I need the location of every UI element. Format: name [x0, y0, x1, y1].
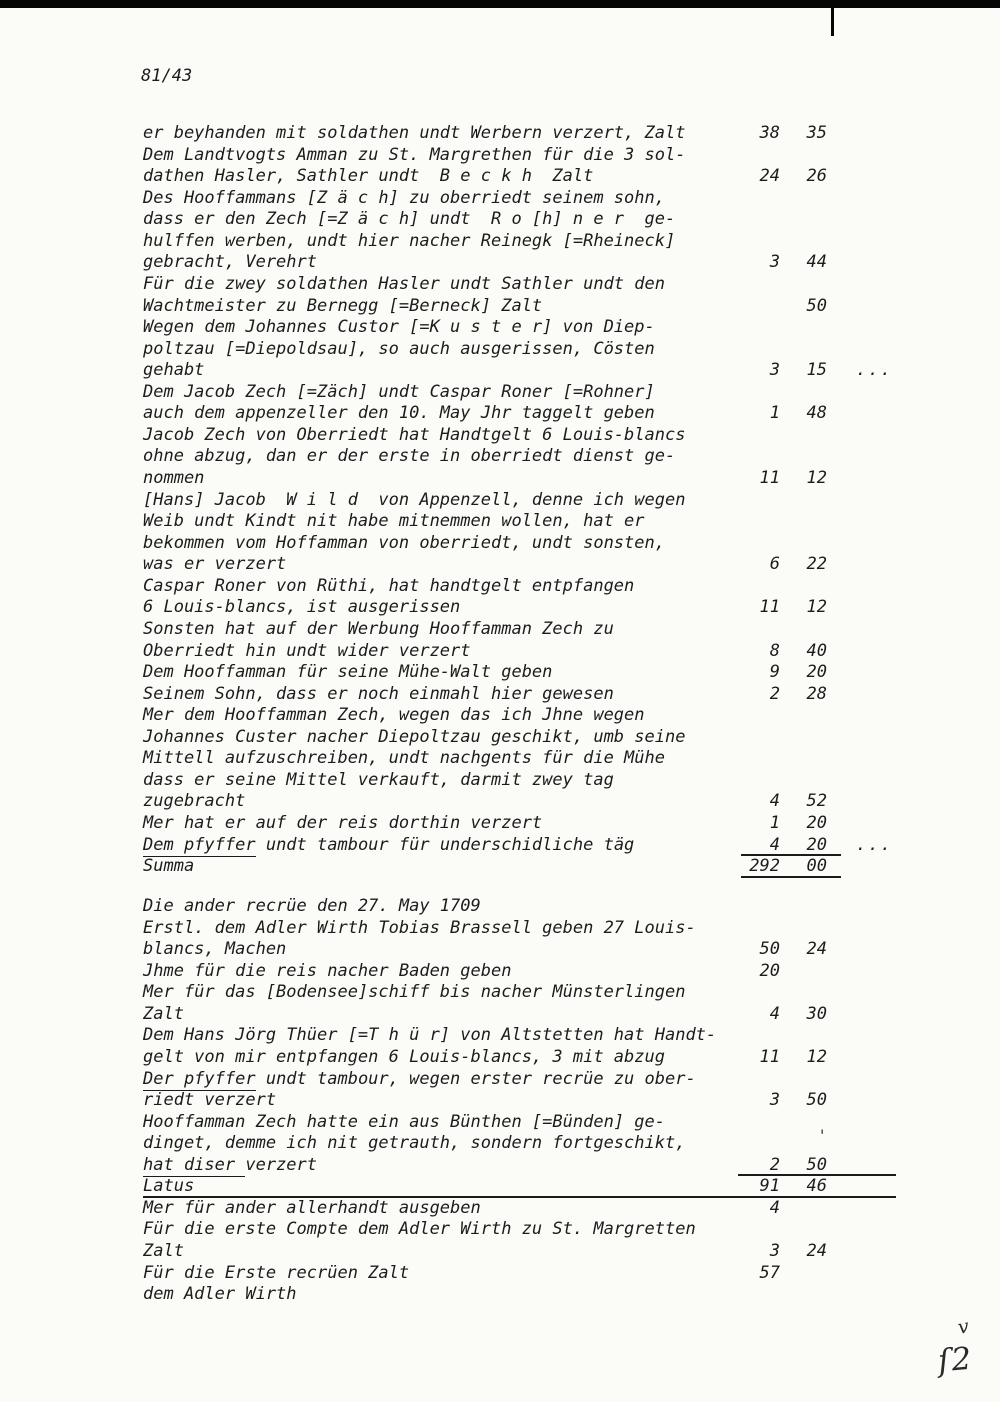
folio-number: 81/43: [141, 66, 193, 86]
amount-kreuzer: 12: [806, 468, 827, 488]
ledger-block-second-recruits: [0, 896, 1000, 1306]
ledger-row: [0, 1284, 1000, 1306]
entry-text: Mer für ander allerhandt ausgeben: [143, 1197, 481, 1218]
ledger-row: [0, 533, 1000, 555]
amount-kreuzer: 35: [806, 123, 827, 143]
amount-kreuzer: 50: [806, 1090, 827, 1111]
amount-gulden: 1: [769, 813, 780, 833]
entry-text: Für die erste Compte dem Adler Wirth zu St. Margretten: [143, 1219, 696, 1240]
entry-text: hulffen werben, undt hier nacher Reinegk [=Rheineck]: [143, 230, 676, 251]
entry-text: Jhme für die reis nacher Baden geben: [143, 960, 512, 981]
entry-text: Dem Landtvogts Amman zu St. Margrethen für die 3 sol-: [143, 144, 686, 165]
entry-text: gelt von mir entpfangen 6 Louis-blancs, 3 mit abzug: [143, 1046, 665, 1067]
entry-text: Dem Hooffamman für seine Mühe-Walt geben: [143, 662, 553, 683]
entry-text: Wegen dem Johannes Custor [=K u s t e r] von Diep-: [143, 317, 655, 338]
amount-gulden: 3: [769, 360, 780, 381]
ledger-row: [0, 490, 1000, 512]
entry-text: Zalt: [143, 1241, 184, 1261]
amount-gulden: 8: [769, 640, 780, 661]
ledger-row: [0, 1219, 1000, 1241]
ledger-row: [0, 1133, 1000, 1155]
amount-gulden: 4: [769, 1197, 780, 1218]
entry-text: [Hans] Jacob W i l d von Appenzell, denne ich wegen: [143, 489, 686, 510]
ledger-row: [0, 382, 1000, 404]
entry-text: Latus: [143, 1176, 195, 1197]
entry-text: Oberriedt hin undt wider verzert: [143, 640, 471, 661]
amount-gulden: 4: [769, 791, 780, 812]
entry-text: dass er seine Mittel verkauft, darmit zwey tag: [143, 769, 614, 790]
amount-gulden: 4: [769, 1003, 780, 1024]
entry-text: auch dem appenzeller den 10. May Jhr taggelt geben: [143, 403, 655, 424]
ledger-row: [0, 939, 1000, 961]
ledger-row: [0, 918, 1000, 940]
entry-text: ohne abzug, dan er der erste in oberriedt dienst ge-: [143, 446, 676, 467]
ledger-row: [0, 1176, 1000, 1198]
ledger-block-first-account: [0, 123, 1000, 878]
amount-gulden: 50: [759, 939, 780, 960]
ledger-row: [0, 425, 1000, 447]
entry-text: blancs, Machen: [143, 939, 287, 960]
amount-gulden: 11: [759, 468, 780, 488]
entry-text: Für die Erste recrüen Zalt: [143, 1262, 410, 1283]
amount-kreuzer: 24: [806, 1241, 827, 1261]
ledger-row: [0, 1025, 1000, 1047]
ledger-row: [0, 1112, 1000, 1134]
ledger-row: [0, 1004, 1000, 1026]
ledger-row: [0, 1263, 1000, 1285]
amount-kreuzer: 22: [806, 554, 827, 575]
entry-text: Hooffamman Zech hatte ein aus Bünthen [=Bünden] ge-: [143, 1111, 665, 1132]
ledger-row: [0, 231, 1000, 253]
entry-text: Des Hooffammans [Z ä c h] zu oberriedt seinem sohn,: [143, 187, 665, 208]
ledger-row: [0, 748, 1000, 770]
ledger-row: [0, 791, 1000, 813]
scan-edge-tick: [831, 0, 834, 36]
entry-text: Johannes Custer nacher Diepoltzau geschikt, umb seine: [143, 726, 686, 747]
ledger-row: [0, 554, 1000, 576]
entry-text: Erstl. dem Adler Wirth Tobias Brassell geben 27 Louis-: [143, 917, 696, 938]
underlined-text: Dem pfyffer: [143, 834, 256, 855]
ledger-row: [0, 597, 1000, 619]
handwritten-checkmark: v: [956, 1315, 971, 1339]
ledger-row: [0, 727, 1000, 749]
amount-gulden: 4: [769, 834, 780, 855]
amount-kreuzer: 46: [806, 1176, 827, 1197]
ledger-row: [0, 770, 1000, 792]
amount-gulden: 292: [749, 856, 780, 877]
amount-gulden: 9: [769, 662, 780, 683]
entry-text: zugebracht: [143, 791, 246, 812]
amount-kreuzer: 20: [806, 813, 827, 833]
ledger-row: [0, 662, 1000, 684]
ledger-row: [0, 468, 1000, 490]
entry-text: Seinem Sohn, dass er noch einmahl hier gewesen: [143, 683, 614, 704]
entry-text: hat diser verzert: [143, 1154, 318, 1175]
amount-kreuzer: 20: [806, 834, 827, 855]
amount-gulden: 2: [769, 683, 780, 704]
ledger-row: [0, 1155, 1000, 1177]
entry-text: Sonsten hat auf der Werbung Hooffamman Zech zu: [143, 618, 614, 639]
entry-text: 6 Louis-blancs, ist ausgerissen: [143, 597, 461, 618]
underlined-text: Der pfyffer: [143, 1068, 256, 1089]
amount-kreuzer: 48: [806, 403, 827, 424]
ledger-row: [0, 360, 1000, 382]
ledger-row: [0, 619, 1000, 641]
ledger-row: [0, 1198, 1000, 1220]
entry-text: bekommen vom Hoffamman von oberriedt, undt sonsten,: [143, 532, 665, 553]
entry-text: dathen Hasler, Sathler undt B e c k h Zalt: [143, 166, 594, 187]
entry-text: dass er den Zech [=Z ä c h] undt R o [h] n e r ge-: [143, 209, 676, 230]
amount-gulden: 24: [759, 166, 780, 187]
ledger-row: [0, 209, 1000, 231]
entry-text: Dem pfyffer undt tambour für underschidliche täg: [143, 834, 635, 855]
entry-text: was er verzert: [143, 554, 287, 575]
amount-gulden: 3: [769, 1241, 780, 1261]
ledger-row: [0, 813, 1000, 835]
handwritten-mark: ſ2: [936, 1340, 975, 1380]
ledger-row: [0, 1090, 1000, 1112]
amount-kreuzer: 15: [806, 360, 827, 381]
entry-text: Mer hat er auf der reis dorthin verzert: [143, 813, 543, 833]
entry-text: gebracht, Verehrt: [143, 252, 317, 273]
entry-text: riedt verzert: [143, 1090, 277, 1111]
amount-gulden: 3: [769, 252, 780, 273]
ledger-row: [0, 896, 1000, 918]
ledger-row: [0, 511, 1000, 533]
ledger-row: [0, 1047, 1000, 1069]
amount-kreuzer: 12: [806, 1046, 827, 1067]
entry-text: Mer für das [Bodensee]schiff bis nacher Münsterlingen: [143, 982, 686, 1003]
marginal-dots: ...: [856, 834, 893, 855]
ledger-row: [0, 705, 1000, 727]
entry-text: Mer dem Hooffamman Zech, wegen das ich Jhne wegen: [143, 705, 645, 726]
entry-text: Weib undt Kindt nit habe mitnemmen wollen, hat er: [143, 511, 645, 532]
entry-text: nommen: [143, 468, 205, 488]
ledger-row: [0, 145, 1000, 167]
amount-kreuzer: 52: [806, 791, 827, 812]
ledger-row: [0, 835, 1000, 857]
stray-pen-tick: ': [820, 1126, 825, 1145]
ledger-row: [0, 317, 1000, 339]
sum-rule: [741, 876, 841, 878]
entry-text: Caspar Roner von Rüthi, hat handtgelt entpfangen: [143, 575, 635, 596]
amount-gulden: 2: [769, 1154, 780, 1175]
amount-kreuzer: 26: [806, 166, 827, 187]
entry-text: Die ander recrüe den 27. May 1709: [143, 896, 481, 916]
amount-gulden: 38: [759, 123, 780, 143]
amount-gulden: 6: [769, 554, 780, 575]
entry-text: gehabt: [143, 360, 205, 381]
ledger-row: [0, 576, 1000, 598]
ledger-row: [0, 252, 1000, 274]
ledger-row: [0, 982, 1000, 1004]
entry-text: Dem Jacob Zech [=Zäch] undt Caspar Roner [=Rohner]: [143, 381, 655, 402]
amount-kreuzer: 24: [806, 939, 827, 960]
amount-kreuzer: 30: [806, 1003, 827, 1024]
entry-text: Der pfyffer undt tambour, wegen erster recrüe zu ober-: [143, 1068, 696, 1089]
ledger-row: [0, 403, 1000, 425]
amount-gulden: 91: [759, 1176, 780, 1197]
ledger-row: [0, 166, 1000, 188]
ledger-row: [0, 274, 1000, 296]
entry-text: Für die zwey soldathen Hasler undt Sathler undt den: [143, 273, 665, 294]
amount-kreuzer: 50: [806, 1154, 827, 1175]
ledger-row: [0, 123, 1000, 145]
entry-text: Wachtmeister zu Bernegg [=Berneck] Zalt: [143, 295, 543, 316]
underlined-text: hat diser: [143, 1154, 246, 1175]
entry-text: dem Adler Wirth: [143, 1284, 297, 1305]
amount-gulden: 20: [759, 960, 780, 981]
entry-text: er beyhanden mit soldathen undt Werbern verzert, Zalt: [143, 123, 686, 143]
entry-text: dinget, demme ich nit getrauth, sondern fortgeschikt,: [143, 1133, 686, 1154]
amount-kreuzer: 12: [806, 597, 827, 618]
entry-text: poltzau [=Diepoldsau], so auch ausgerissen, Cösten: [143, 338, 655, 359]
amount-gulden: 1: [769, 403, 780, 424]
ledger-row: [0, 856, 1000, 878]
ledger-row: [0, 961, 1000, 983]
ledger-row: [0, 446, 1000, 468]
entry-text: Mittell aufzuschreiben, undt nachgents für die Mühe: [143, 748, 665, 769]
amount-kreuzer: 50: [806, 295, 827, 316]
amount-gulden: 11: [759, 597, 780, 618]
entry-text: Jacob Zech von Oberriedt hat Handtgelt 6 Louis-blancs: [143, 424, 686, 445]
entry-text: Dem Hans Jörg Thüer [=T h ü r] von Altstetten hat Handt-: [143, 1025, 717, 1046]
amount-kreuzer: 20: [806, 662, 827, 683]
amount-kreuzer: 44: [806, 252, 827, 273]
ledger-row: [0, 339, 1000, 361]
ledger-row: [0, 684, 1000, 706]
amount-gulden: 57: [759, 1262, 780, 1283]
entry-text: Zalt: [143, 1003, 184, 1024]
ledger-row: [0, 188, 1000, 210]
amount-kreuzer: 28: [806, 683, 827, 704]
amount-kreuzer: 00: [806, 856, 827, 877]
ledger-row: [0, 641, 1000, 663]
amount-kreuzer: 40: [806, 640, 827, 661]
ledger-row: [0, 1241, 1000, 1263]
amount-gulden: 11: [759, 1046, 780, 1067]
entry-text: Summa: [143, 856, 195, 877]
amount-gulden: 3: [769, 1090, 780, 1111]
scan-edge-artifact: [0, 0, 1000, 8]
ledger-row: [0, 296, 1000, 318]
ledger-row: [0, 1069, 1000, 1091]
marginal-dots: ...: [856, 360, 893, 381]
